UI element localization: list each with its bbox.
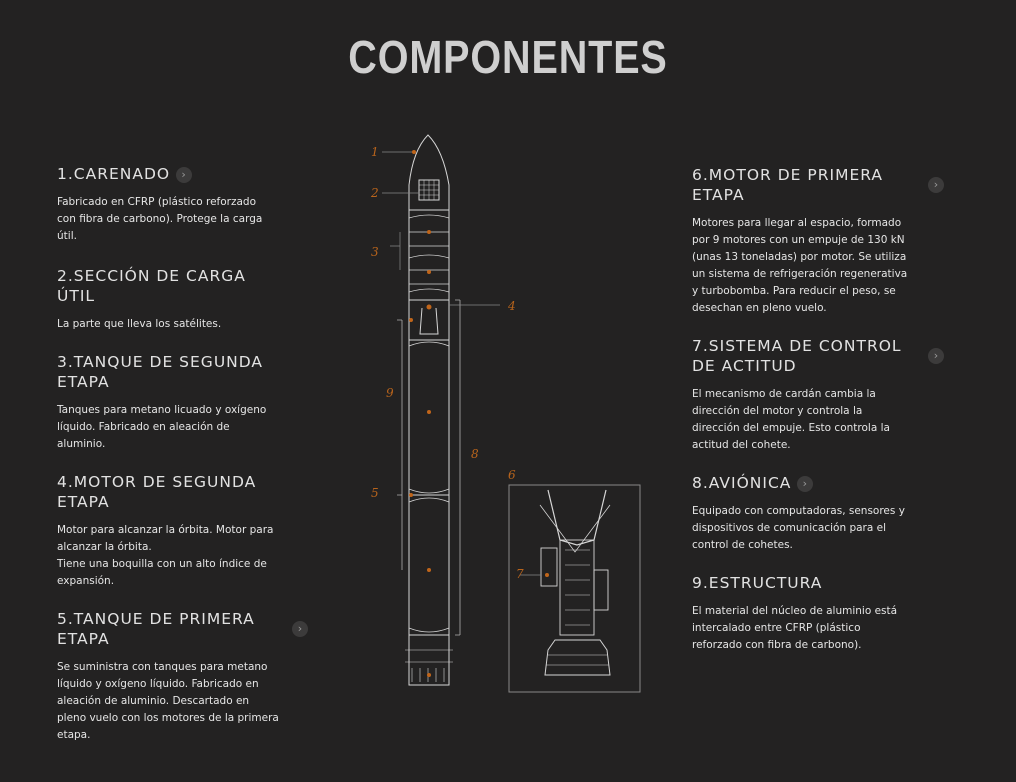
component-heading: 2.SECCIÓN DE CARGA ÚTIL [57,267,246,305]
second-stage-nozzle [420,308,438,334]
component-heading: 3.TANQUE DE SEGUNDA ETAPA [57,353,264,391]
first-stage-tank-lower [409,495,449,635]
chevron-right-icon[interactable]: › [928,177,944,193]
component-heading: 5.TANQUE DE PRIMERA ETAPA [57,610,255,648]
component-text: Motor para alcanzar la órbita. Motor para alcanzar la órbita. Tiene una boquilla con un alto índice de expansión. [57,524,274,587]
component-text: Tanques para metano licuado y oxígeno líquido. Fabricado en aleación de aluminio. [57,404,267,450]
diagram-label-3: 3 [371,245,379,259]
component-heading: 1.CARENADO › [57,164,319,184]
component-heading: 6.MOTOR DE PRIMERA ETAPA [692,166,883,204]
diagram-label-7: 7 [516,567,524,581]
page-title: COMPONENTES [348,31,668,83]
component-text: Equipado con computadoras, sensores y dispositivos de comunicación para el control de cohetes. [692,505,905,551]
component-text: El material del núcleo de aluminio está intercalado entre CFRP (plástico reforzado con fibra de carbono). [692,605,898,651]
component-text: Motores para llegar al espacio, formado por 9 motores con un empuje de 130 kN (unas 13 toneladas) por motor. Se utiliza un sistema de refrigeración regenerativa y turbobomba. Para reducir el peso, se desechan en pleno vuelo. [692,217,908,314]
component-text: Fabricado en CFRP (plástico reforzado con fibra de carbono). Protege la carga útil. [57,196,263,242]
component-text: El mecanismo de cardán cambia la dirección del motor y controla la dirección del empuje. Esto controla la actitud del cohete. [692,388,890,451]
chevron-right-icon[interactable]: › [176,167,192,183]
diagram-label-4: 4 [508,299,516,313]
diagram-label-8: 8 [471,447,479,461]
component-text: Se suministra con tanques para metano líquido y oxígeno líquido. Fabricado en aleación de aluminio. Descartado en pleno vuelo con los motores de la primera etapa. [57,661,279,741]
chevron-right-icon[interactable]: › [928,348,944,364]
diagram-label-1: 1 [371,145,379,159]
component-heading: 8.AVIÓNICA › [692,473,954,493]
chevron-right-icon[interactable]: › [292,621,308,637]
diagram-label-5: 5 [371,486,379,500]
component-heading: 7.SISTEMA DE CONTROL DE ACTITUD [692,337,902,375]
chevron-right-icon[interactable]: › [797,476,813,492]
first-stage-tank-upper [409,340,449,495]
engine-detail-box [509,485,640,692]
component-heading: 9.ESTRUCTURA [692,574,823,592]
component-text: La parte que lleva los satélites. [57,318,222,330]
diagram-label-6: 6 [508,468,516,482]
diagram-label-2: 2 [371,186,379,200]
diagram-label-9: 9 [386,386,394,400]
engine-section [409,635,449,685]
component-heading: 4.MOTOR DE SEGUNDA ETAPA [57,473,257,511]
